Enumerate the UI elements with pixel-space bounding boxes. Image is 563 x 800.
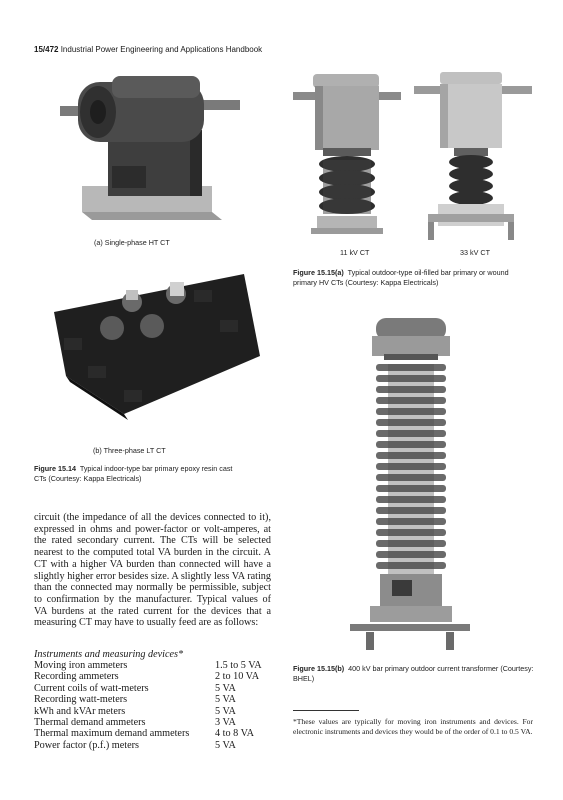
instrument-name: Thermal demand ammeters <box>34 717 146 729</box>
fig-15-15a-subcaption-33kv: 33 kV CT <box>460 248 490 257</box>
footnote: *These values are typically for moving iron instruments and devices. For electronic instruments and devices they would be of the order of 0.1 to 0.5 VA. <box>293 717 533 737</box>
400kv-ct-photo <box>346 314 474 652</box>
table-row <box>34 660 262 671</box>
instrument-burden: 2 to 10 VA <box>215 671 260 683</box>
table-row <box>34 683 262 694</box>
table-row <box>34 740 262 751</box>
running-header <box>34 45 262 54</box>
table-row <box>34 671 262 682</box>
instruments-table <box>34 660 262 751</box>
instrument-name: Current coils of watt-meters <box>34 682 149 694</box>
table-row <box>34 717 262 728</box>
fig-15-14-caption-text: Typical indoor-type bar primary epoxy resin cast CTs (Courtesy: Kappa Electricals) <box>34 464 233 483</box>
instrument-burden: 3 VA <box>215 717 236 729</box>
instrument-burden: 5 VA <box>215 694 236 706</box>
instrument-name: kWh and kVAr meters <box>34 705 126 717</box>
fig-15-15a-subcaption-11kv: 11 kV CT <box>340 248 370 257</box>
11kv-ct-photo <box>293 66 401 238</box>
instrument-name: Power factor (p.f.) meters <box>34 739 139 751</box>
fig-15-15a-caption <box>293 268 533 287</box>
instrument-burden: 4 to 8 VA <box>215 728 254 740</box>
instrument-burden: 1.5 to 5 VA <box>215 660 262 671</box>
three-phase-lt-ct-photo <box>44 272 262 420</box>
table-row <box>34 728 262 739</box>
fig-15-14-label: Figure 15.14 <box>34 464 76 473</box>
fig-15-15b-label: Figure 15.15(b) <box>293 664 345 673</box>
fig-15-14b-subcaption: (b) Three-phase LT CT <box>93 446 166 455</box>
instrument-burden: 5 VA <box>215 705 236 717</box>
single-phase-ht-ct-photo <box>60 66 240 238</box>
fig-15-15b-caption <box>293 664 535 683</box>
instruments-heading: Instruments and measuring devices* <box>34 649 184 660</box>
fig-15-14-caption <box>34 464 244 483</box>
body-paragraph-container <box>34 512 271 629</box>
fig-15-15a-label: Figure 15.15(a) <box>293 268 344 277</box>
table-row <box>34 694 262 705</box>
fig-15-15a-caption-text: Typical outdoor-type oil-filled bar primary or wound primary HV CTs (Courtesy: Kappa Electricals) <box>293 268 509 287</box>
instrument-burden: 5 VA <box>215 682 236 694</box>
instrument-burden: 5 VA <box>215 739 236 751</box>
instrument-name: Moving iron ammeters <box>34 660 128 671</box>
page-reference: 15/472 <box>34 45 59 54</box>
33kv-ct-photo <box>414 66 532 242</box>
table-row <box>34 706 262 717</box>
book-title: Industrial Power Engineering and Applications Handbook <box>60 45 263 54</box>
footnote-divider <box>293 710 359 711</box>
instrument-name: Recording watt-meters <box>34 694 128 706</box>
instrument-name: Recording ammeters <box>34 671 119 683</box>
instrument-name: Thermal maximum demand ammeters <box>34 728 190 740</box>
body-paragraph: circuit (the impedance of all the devices connected to it), expressed in ohms and power-factor or volt-amperes, at the rated secondary current. The CTs will be selected nearest to the computed total VA burden in the circuit. A CT with a higher VA burden than connected will have a slightly higher error besides size. A slightly less VA rating than the connected may normally be permissible, subject to confirmation by the manufacturer. Typical values of VA burdens at the rated current for the devices that a measuring CT may have to usually feed are as follows: <box>34 512 271 629</box>
fig-15-15b-caption-text: 400 kV bar primary outdoor current transformer (Courtesy: BHEL) <box>293 664 534 683</box>
fig-15-14a-subcaption: (a) Single-phase HT CT <box>94 238 170 247</box>
